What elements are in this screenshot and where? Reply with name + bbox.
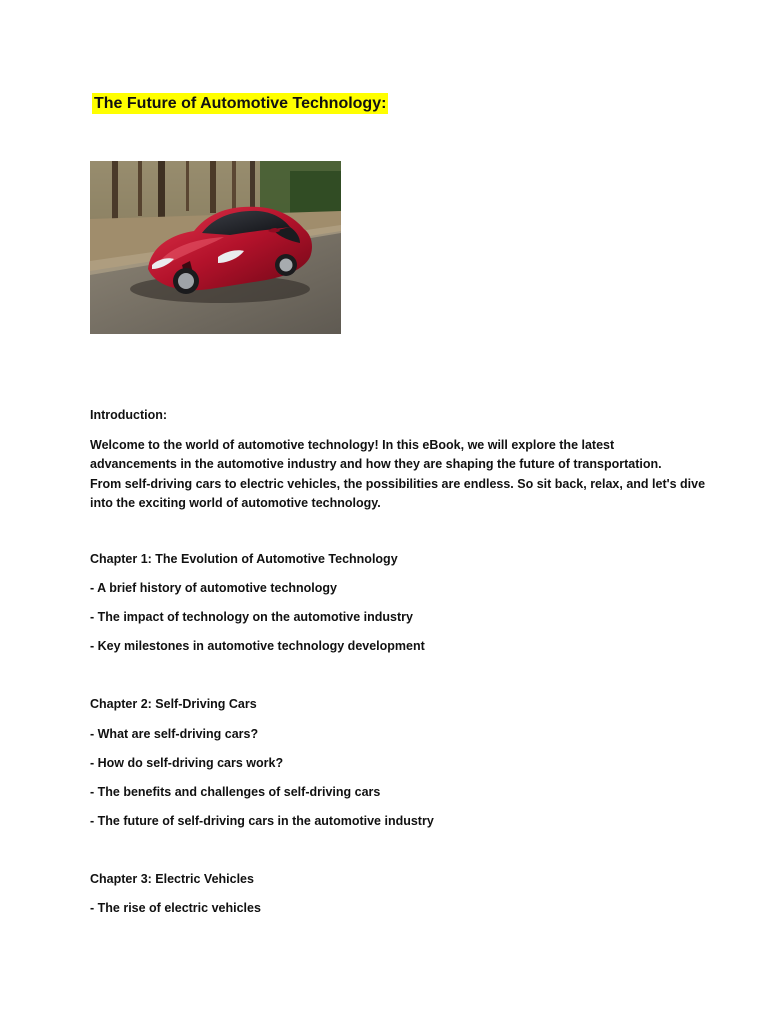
title-highlight: The Future of Automotive Technology:	[94, 95, 387, 112]
introduction-heading: Introduction:	[90, 408, 168, 422]
red-sports-car-photo	[90, 161, 341, 334]
chapter3-item: - The rise of electric vehicles	[90, 901, 261, 915]
intro-line: From self-driving cars to electric vehicles, the possibilities are endless. So sit back, relax, and let's dive	[90, 476, 706, 491]
chapter2-item: - The benefits and challenges of self-driving cars	[90, 785, 381, 799]
intro-line: into the exciting world of automotive technology.	[90, 495, 381, 510]
chapter1-item: - A brief history of automotive technology	[90, 581, 338, 595]
chapter1-item: - The impact of technology on the automotive industry	[90, 610, 413, 624]
chapter2-item: - The future of self-driving cars in the automotive industry	[90, 814, 434, 828]
chapter1-item: - Key milestones in automotive technology development	[90, 639, 425, 653]
chapter2-item: - How do self-driving cars work?	[90, 756, 284, 770]
chapter3-heading: Chapter 3: Electric Vehicles	[90, 872, 254, 886]
intro-line: advancements in the automotive industry and how they are shaping the future of transportation.	[90, 457, 662, 472]
intro-line: Welcome to the world of automotive technology! In this eBook, we will explore the latest	[90, 438, 615, 452]
chapter1-heading: Chapter 1: The Evolution of Automotive Technology	[90, 552, 398, 566]
introduction-paragraph	[90, 436, 706, 513]
document-title	[92, 93, 388, 115]
chapter2-heading: Chapter 2: Self-Driving Cars	[90, 697, 257, 711]
chapter2-item: - What are self-driving cars?	[90, 727, 259, 741]
